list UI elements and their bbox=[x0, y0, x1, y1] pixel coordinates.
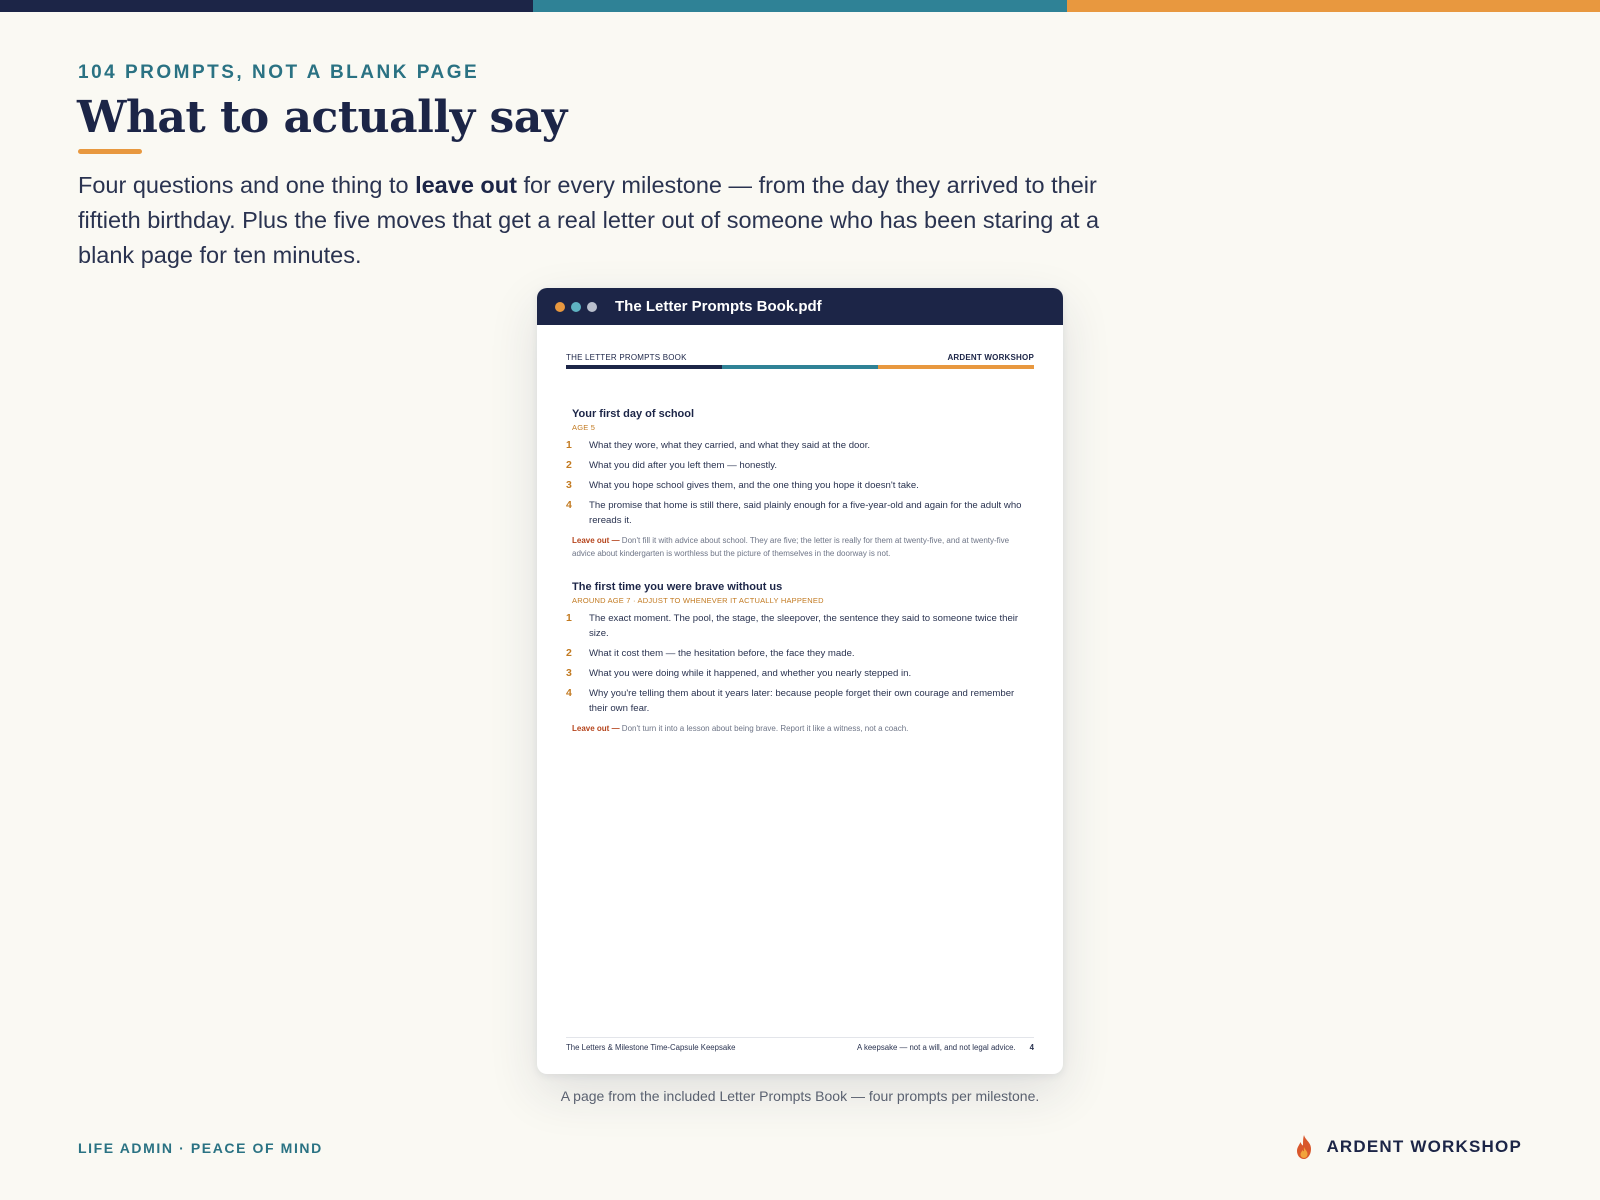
prompt-list bbox=[566, 438, 1034, 528]
page-header-left: THE LETTER PROMPTS BOOK bbox=[566, 353, 687, 362]
leave-out-text: Don't turn it into a lesson about being brave. Report it like a witness, not a coach. bbox=[619, 724, 909, 733]
page-rule-orange bbox=[878, 365, 1034, 369]
prompt-text: What it cost them — the hesitation before, the face they made. bbox=[589, 648, 855, 659]
flame-logo-icon bbox=[1292, 1134, 1316, 1160]
prompt-text: The exact moment. The pool, the stage, the sleepover, the sentence they said to someone twice their size. bbox=[589, 613, 1019, 639]
prompt-text: What you hope school gives them, and the one thing you hope it doesn't take. bbox=[589, 480, 919, 491]
pdf-page bbox=[537, 325, 1063, 1074]
page-rule-teal bbox=[722, 365, 878, 369]
page-header bbox=[566, 353, 1034, 362]
leave-out-label: Leave out — bbox=[572, 724, 620, 733]
brand-name: ARDENT WORKSHOP bbox=[1326, 1137, 1522, 1156]
prompt-number: 2 bbox=[566, 647, 572, 659]
leave-out-label: Leave out — bbox=[572, 536, 620, 545]
leave-out-text: Don't fill it with advice about school. They are five; the letter is really for them at twenty-five, and at twenty-five advice about kindergarten is worthless but the picture of themselves in the doorway is not. bbox=[572, 536, 1010, 558]
viewer-titlebar bbox=[537, 288, 1063, 325]
prompt-number: 3 bbox=[566, 479, 572, 491]
window-dot-grey-icon bbox=[587, 302, 597, 312]
page-header-right: ARDENT WORKSHOP bbox=[947, 353, 1034, 362]
prompt-text: What you did after you left them — honestly. bbox=[589, 460, 778, 471]
color-bar-orange bbox=[1067, 0, 1600, 12]
footer-tagline: LIFE ADMIN · PEACE OF MIND bbox=[78, 1140, 323, 1156]
intro-text-2: for every milestone — from the day they arrived to their fiftieth birthday. Plus the five moves that get a real letter out of someone who has been staring at a blank page for ten minutes. bbox=[78, 172, 1100, 268]
milestone-title: Your first day of school bbox=[572, 408, 695, 420]
prompt-text: What they wore, what they carried, and what they said at the door. bbox=[589, 440, 871, 451]
prompt-item bbox=[566, 646, 1034, 661]
prompt-text: What you were doing while it happened, and whether you nearly stepped in. bbox=[589, 668, 912, 679]
milestone-title: The first time you were brave without us bbox=[572, 581, 783, 593]
page-footer-left: The Letters & Milestone Time-Capsule Keepsake bbox=[566, 1043, 736, 1052]
color-bar-teal bbox=[533, 0, 1066, 12]
window-dot-orange-icon bbox=[555, 302, 565, 312]
brand-logo bbox=[1292, 1134, 1522, 1160]
pdf-viewer-window bbox=[537, 288, 1063, 1074]
prompt-number: 1 bbox=[566, 612, 572, 624]
page-footer-rule bbox=[566, 1037, 1034, 1038]
prompt-list bbox=[566, 611, 1034, 716]
milestone-section bbox=[566, 581, 1034, 735]
intro-bold: leave out bbox=[415, 172, 517, 198]
page-rule-navy bbox=[566, 365, 722, 369]
milestone-age: AROUND AGE 7 · ADJUST TO WHENEVER IT ACTUALLY HAPPENED bbox=[572, 596, 824, 605]
milestone-age: AGE 5 bbox=[572, 423, 596, 432]
prompt-number: 3 bbox=[566, 667, 572, 679]
prompt-number: 4 bbox=[566, 499, 572, 511]
prompt-item bbox=[566, 458, 1034, 473]
leave-out-note bbox=[566, 722, 1034, 735]
title-underline bbox=[78, 149, 142, 154]
page-footer-disclaimer: A keepsake — not a will, and not legal advice. bbox=[857, 1043, 1016, 1052]
prompt-item bbox=[566, 686, 1034, 716]
prompt-text: The promise that home is still there, said plainly enough for a five-year-old and again for the adult who rereads it. bbox=[589, 500, 1022, 526]
intro-text-1: Four questions and one thing to bbox=[78, 172, 416, 198]
prompt-text: Why you're telling them about it years later: because people forget their own courage and remember their own fear. bbox=[589, 688, 1015, 714]
intro-paragraph bbox=[78, 168, 1118, 273]
page-color-rule bbox=[566, 365, 1034, 369]
prompt-number: 4 bbox=[566, 687, 572, 699]
prompt-item bbox=[566, 666, 1034, 681]
window-dot-teal-icon bbox=[571, 302, 581, 312]
eyebrow-label: 104 PROMPTS, NOT A BLANK PAGE bbox=[78, 62, 480, 83]
leave-out-note bbox=[566, 534, 1034, 560]
page-footer bbox=[566, 1043, 1034, 1052]
viewer-filename: The Letter Prompts Book.pdf bbox=[615, 298, 822, 315]
prompt-number: 2 bbox=[566, 459, 572, 471]
color-bar-navy bbox=[0, 0, 533, 12]
top-color-bar bbox=[0, 0, 1600, 12]
viewer-caption: A page from the included Letter Prompts Book — four prompts per milestone. bbox=[560, 1088, 1040, 1104]
prompt-number: 1 bbox=[566, 439, 572, 451]
milestone-section bbox=[566, 408, 1034, 560]
prompt-item bbox=[566, 498, 1034, 528]
page-title: What to actually say bbox=[77, 92, 567, 143]
prompt-item bbox=[566, 438, 1034, 453]
prompt-item bbox=[566, 478, 1034, 493]
page-number: 4 bbox=[1029, 1043, 1034, 1052]
prompt-item bbox=[566, 611, 1034, 641]
